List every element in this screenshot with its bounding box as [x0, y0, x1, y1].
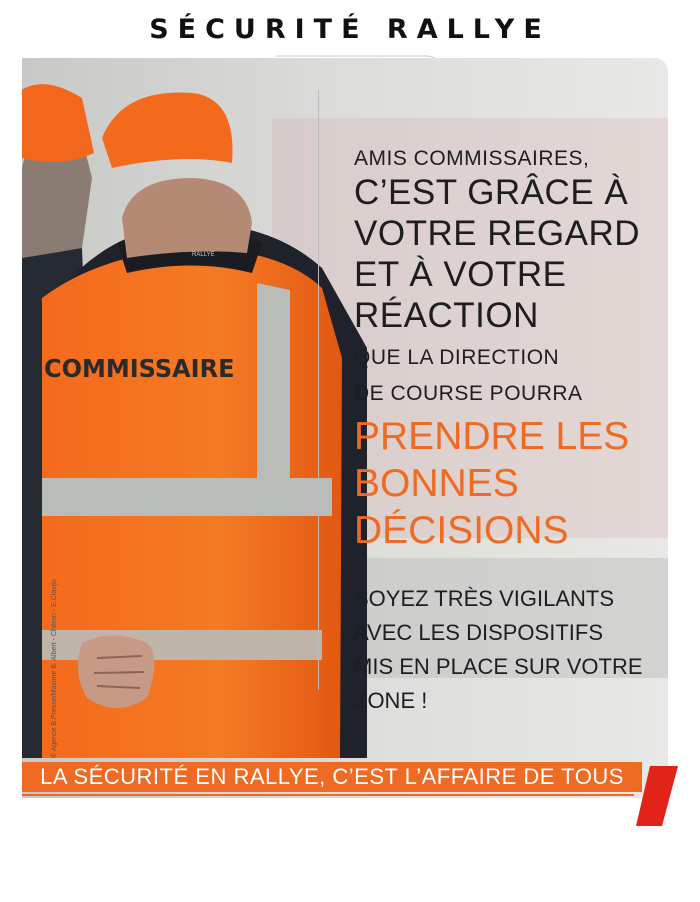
vertical-rule	[318, 90, 319, 690]
page-title: SÉCURITÉ RALLYE	[149, 14, 551, 45]
message-line-1: AMIS COMMISSAIRES,	[354, 147, 590, 170]
message-line-2: C’EST GRÂCE À	[354, 173, 629, 212]
highlight-line-1: PRENDRE LES	[354, 415, 630, 458]
advice-line-3: MIS EN PLACE SUR VOTRE	[354, 654, 643, 679]
highlight-line-3: DÉCISIONS	[354, 509, 569, 552]
message-line-6: QUE LA DIRECTION	[354, 346, 560, 369]
ffsa-flag-icon	[628, 766, 678, 828]
photo-credit: © Agence B.Presse/Maxime B. Albert - Chéron - E.Clavijo	[51, 579, 58, 758]
banner-underline	[22, 794, 634, 796]
slogan-banner: LA SÉCURITÉ EN RALLYE, C’EST L’AFFAIRE DE TOUS	[22, 762, 642, 792]
advice-line-2: AVEC LES DISPOSITIFS	[354, 620, 603, 645]
highlight-line-2: BONNES	[354, 462, 519, 505]
vest-stripe-shoulder	[257, 283, 290, 478]
vest-label: COMMISSAIRE	[44, 353, 235, 384]
message-line-5: RÉACTION	[354, 296, 539, 335]
message-line-7: DE COURSE POURRA	[354, 382, 583, 405]
cap-label: RALLYE	[192, 252, 215, 258]
message-line-4: ET À VOTRE	[354, 255, 567, 294]
vest-stripe-horizontal	[42, 478, 332, 516]
advice-line-4: ZONE !	[354, 688, 428, 713]
advice-line-1: SOYEZ TRÈS VIGILANTS	[354, 586, 614, 611]
message-line-3: VOTRE REGARD	[354, 214, 641, 253]
